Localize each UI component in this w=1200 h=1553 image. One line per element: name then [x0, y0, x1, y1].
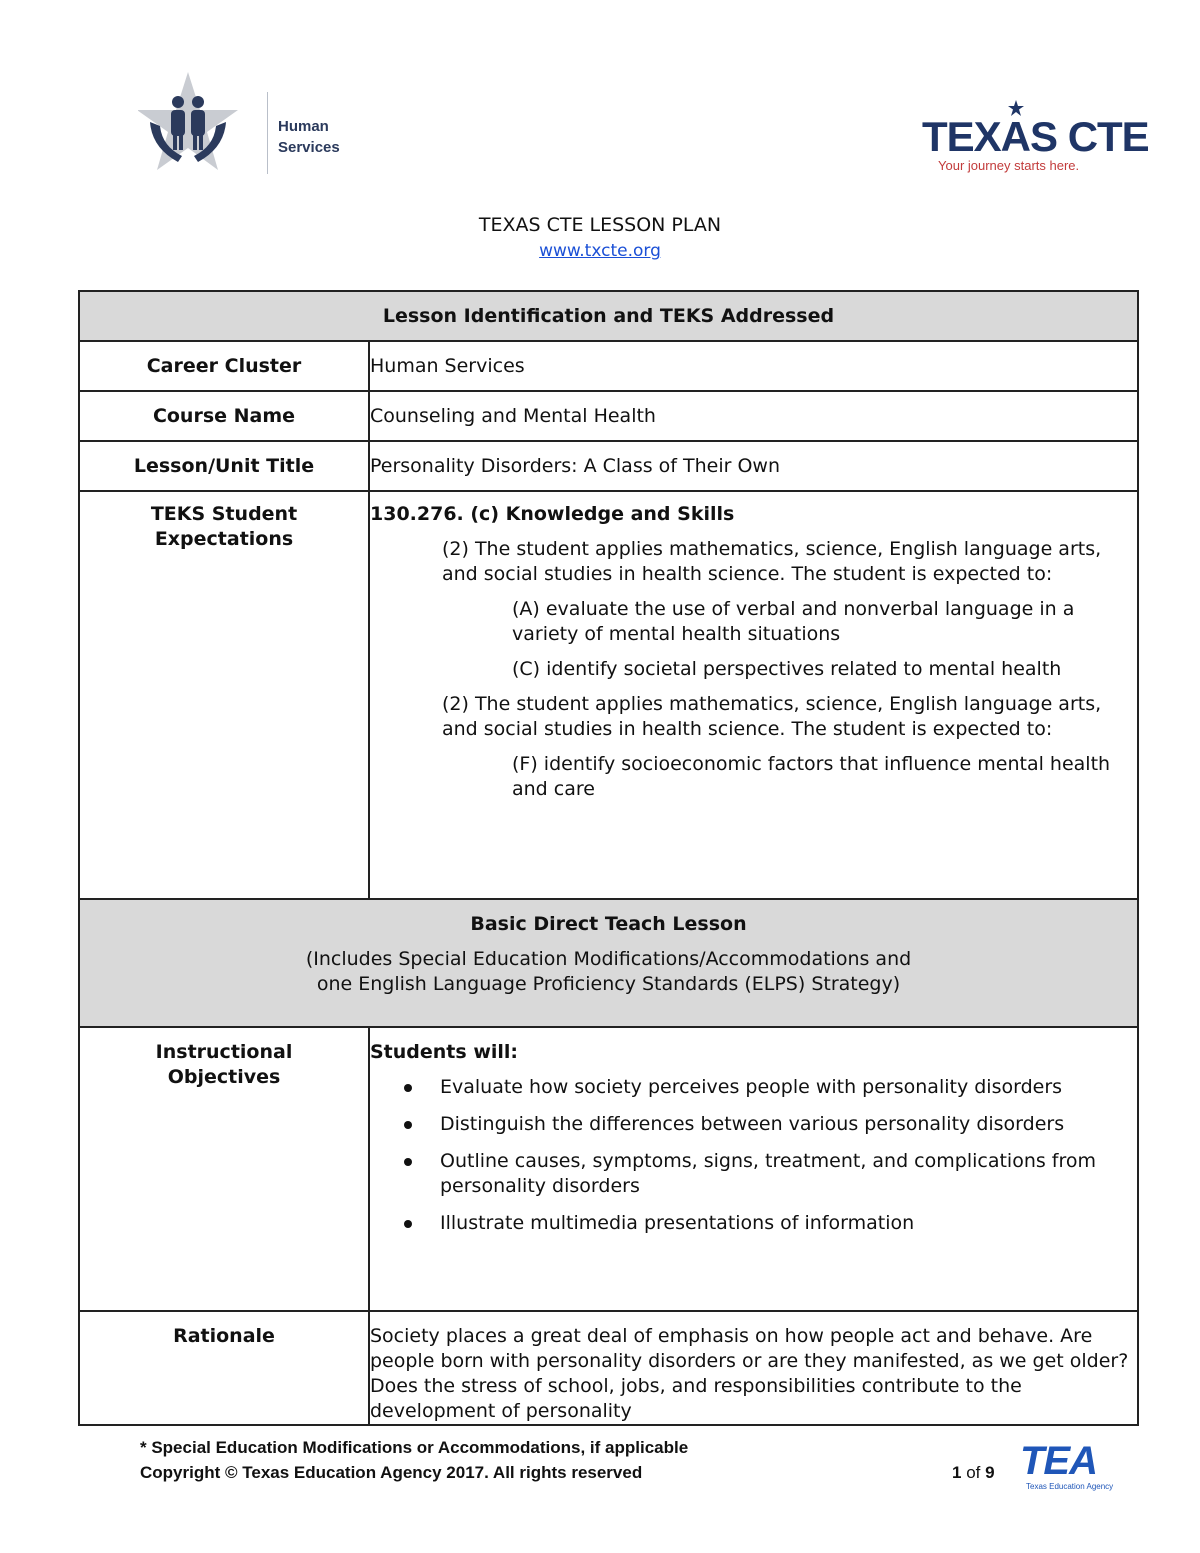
objectives-list — [370, 1075, 1137, 1236]
list-item — [370, 1149, 1137, 1199]
rationale-text: Society places a great deal of emphasis on how people act and behave. Are people born with personality disorders or are they manifested, as we get older? Does the stress of school, jobs, and responsibilities contribute to the development of personality — [370, 1325, 1129, 1422]
row-value-career-cluster: Human Services — [369, 341, 1138, 391]
page-total: 9 — [985, 1463, 995, 1482]
table-row — [79, 441, 1138, 491]
footer-copyright: Copyright © Texas Education Agency 2017. All rights reserved — [140, 1463, 643, 1482]
texas-cte-wordmark: TEXAS CTE — [922, 113, 1149, 160]
objective-text: Distinguish the differences between various personality disorders — [440, 1113, 1065, 1135]
objective-text: Outline causes, symptoms, signs, treatment, and complications from personality disorders — [440, 1150, 1097, 1197]
teks-block-1: (2) The student applies mathematics, science, English language arts, and social studies in health science. The student is expected to: — [442, 538, 1102, 585]
page-of: of — [966, 1463, 981, 1482]
row-label-lesson-title: Lesson/Unit Title — [79, 441, 369, 491]
tea-subtext: Texas Education Agency — [1026, 1482, 1114, 1491]
list-item — [370, 1211, 1137, 1236]
page-number — [952, 1463, 995, 1483]
teks-block-2: (2) The student applies mathematics, science, English language arts, and social studies in health science. The student is expected to: — [442, 693, 1102, 740]
lesson-plan-table — [78, 290, 1139, 1426]
rationale-label-text: Rationale — [173, 1325, 275, 1347]
objectives-label-text: Instructional Objectives — [155, 1041, 293, 1088]
row-label-rationale — [79, 1311, 369, 1425]
section-title: Basic Direct Teach Lesson — [470, 913, 747, 935]
page-title: TEXAS CTE LESSON PLAN — [478, 214, 722, 236]
row-label-objectives — [79, 1027, 369, 1311]
section-header-row — [79, 291, 1138, 341]
logo-divider — [267, 92, 268, 174]
website-link[interactable]: www.txcte.org — [539, 241, 661, 261]
human-services-logo — [138, 70, 338, 188]
row-value-lesson-title: Personality Disorders: A Class of Their Own — [369, 441, 1138, 491]
section-header-direct-teach — [79, 899, 1138, 1027]
section-subtitle-line-1: (Includes Special Education Modifications/Accommodations and — [305, 948, 912, 970]
teks-label-text: TEKS Student Expectations — [150, 503, 298, 550]
teks-heading: 130.276. (c) Knowledge and Skills — [370, 503, 735, 525]
texas-cte-tagline: Your journey starts here. — [938, 158, 1080, 173]
bullet-icon — [404, 1158, 412, 1166]
bullet-icon — [404, 1220, 412, 1228]
row-value-course-name: Counseling and Mental Health — [369, 391, 1138, 441]
texas-cte-logo — [922, 100, 1149, 180]
rationale-row — [79, 1311, 1138, 1425]
bullet-icon — [404, 1121, 412, 1129]
table-row — [79, 391, 1138, 441]
objectives-intro: Students will: — [370, 1041, 519, 1063]
row-label-career-cluster: Career Cluster — [79, 341, 369, 391]
teks-item-f: (F) identify socioeconomic factors that influence mental health and care — [512, 753, 1111, 800]
row-value-teks — [369, 491, 1138, 899]
section-subtitle-line-2: one English Language Proficiency Standards (ELPS) Strategy) — [316, 973, 901, 995]
list-item — [370, 1075, 1137, 1100]
bullet-icon — [404, 1084, 412, 1092]
footer-note: * Special Education Modifications or Accommodations, if applicable — [140, 1438, 689, 1457]
row-value-objectives — [369, 1027, 1138, 1311]
human-services-wordmark — [278, 116, 340, 158]
teks-row — [79, 491, 1138, 899]
tea-logo — [1018, 1440, 1128, 1496]
tea-wordmark: TEA — [1020, 1439, 1097, 1483]
teks-item-a: (A) evaluate the use of verbal and nonverbal language in a variety of mental health situations — [512, 598, 1075, 645]
objectives-row — [79, 1027, 1138, 1311]
section-header-identification: Lesson Identification and TEKS Addressed — [79, 291, 1138, 341]
objective-text: Evaluate how society perceives people with personality disorders — [440, 1076, 1063, 1098]
logo-line-1: Human — [278, 118, 329, 135]
row-label-teks — [79, 491, 369, 899]
page-current: 1 — [952, 1463, 962, 1482]
star-people-icon — [138, 70, 238, 188]
teks-item-c: (C) identify societal perspectives related to mental health — [512, 658, 1062, 680]
section-header-row — [79, 899, 1138, 1027]
objective-text: Illustrate multimedia presentations of information — [440, 1212, 915, 1234]
list-item — [370, 1112, 1137, 1137]
row-label-course-name: Course Name — [79, 391, 369, 441]
logo-line-2: Services — [278, 139, 340, 156]
table-row — [79, 341, 1138, 391]
row-value-rationale — [369, 1311, 1138, 1425]
